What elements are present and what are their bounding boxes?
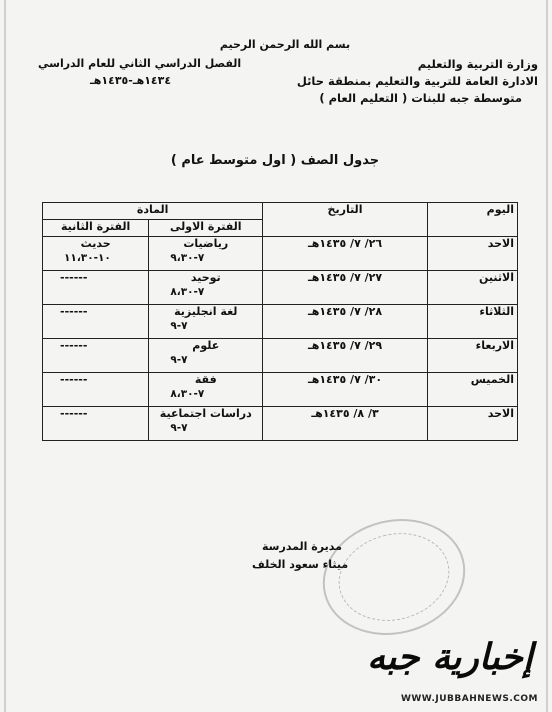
period2-cell <box>43 305 149 339</box>
table-header-row <box>43 203 518 220</box>
period1-cell <box>149 373 263 407</box>
principal-name: ميثاء سعود الخلف <box>252 558 349 571</box>
semester-label: الفصل الدراسي الثاني للعام الدراسي <box>38 57 242 70</box>
table-row <box>43 305 518 339</box>
period2-empty: ------ <box>60 339 88 352</box>
date-cell: ٢٩/ ٧/ ١٤٣٥هـ <box>263 339 428 373</box>
table-row <box>43 271 518 305</box>
date-cell: ٣/ ٨/ ١٤٣٥هـ <box>263 407 428 441</box>
date-cell: ٢٨/ ٧/ ١٤٣٥هـ <box>263 305 428 339</box>
period2-cell <box>43 373 149 407</box>
header-day: اليوم <box>427 203 517 237</box>
table-row <box>43 407 518 441</box>
period2-empty: ------ <box>60 271 88 284</box>
period2-cell <box>43 271 149 305</box>
watermark-logo: إخبارية جبه <box>367 636 533 678</box>
period1-subject: توحيد <box>190 271 221 284</box>
period1-subject: علوم <box>192 339 220 352</box>
period2-cell <box>43 339 149 373</box>
basmala: بسم الله الرحمن الرحيم <box>219 38 351 51</box>
period1-subject: لغة انجليزية <box>174 305 238 318</box>
table-row <box>43 237 518 271</box>
schedule-title: جدول الصف ( اول متوسط عام ) <box>170 153 380 168</box>
admin-name: الادارة العامة للتربية والتعليم بمنطقة حائل <box>296 74 538 88</box>
period1-cell <box>149 237 263 271</box>
scan-edge-right <box>546 0 548 712</box>
exam-schedule-table <box>42 202 518 441</box>
header-period1: الفترة الاولى <box>149 220 263 237</box>
header-period2: الفترة الثانية <box>43 220 149 237</box>
period2-empty: ------ <box>60 373 88 386</box>
day-cell: الاربعاء <box>427 339 517 373</box>
period1-time: ٧-٩ <box>170 320 188 332</box>
period1-time: ٧-٨،٣٠ <box>170 286 205 298</box>
period1-subject: رياضيات <box>183 237 229 250</box>
header-subject: المادة <box>43 203 263 220</box>
period2-cell <box>43 237 149 271</box>
school-name: متوسطة جبه للبنات ( التعليم العام ) <box>319 91 522 105</box>
header-date: التاريخ <box>263 203 428 237</box>
day-cell: الاحد <box>427 237 517 271</box>
ministry-name: وزارة التربية والتعليم <box>417 57 538 71</box>
day-cell: الخميس <box>427 373 517 407</box>
day-cell: الاحد <box>427 407 517 441</box>
principal-title: مديرة المدرسة <box>262 540 342 553</box>
period2-empty: ------ <box>60 305 88 318</box>
school-stamp <box>310 504 477 649</box>
period1-time: ٧-٩ <box>170 422 188 434</box>
academic-year: ١٤٣٤هـ-١٤٣٥هـ <box>90 74 172 87</box>
watermark-site: WWW.JUBBAHNEWS.COM <box>400 694 538 704</box>
period1-subject: فقة <box>194 373 217 386</box>
period1-time: ٧-٩،٣٠ <box>170 252 205 264</box>
day-cell: الثلاثاء <box>427 305 517 339</box>
date-cell: ٣٠/ ٧/ ١٤٣٥هـ <box>263 373 428 407</box>
scan-edge-left <box>4 0 6 712</box>
period1-cell <box>149 339 263 373</box>
period1-subject: دراسات اجتماعية <box>159 407 252 420</box>
table-row <box>43 373 518 407</box>
period2-time: ١٠-١١،٣٠ <box>64 252 111 264</box>
table-row <box>43 339 518 373</box>
date-cell: ٢٦/ ٧/ ١٤٣٥هـ <box>263 237 428 271</box>
period1-time: ٧-٩ <box>170 354 188 366</box>
period1-cell <box>149 271 263 305</box>
day-cell: الاثنين <box>427 271 517 305</box>
date-cell: ٢٧/ ٧/ ١٤٣٥هـ <box>263 271 428 305</box>
period2-empty: ------ <box>60 407 88 420</box>
period1-cell <box>149 305 263 339</box>
period2-cell <box>43 407 149 441</box>
period1-cell <box>149 407 263 441</box>
period1-time: ٧-٨،٣٠ <box>170 388 205 400</box>
period2-subject: حديث <box>80 237 111 250</box>
